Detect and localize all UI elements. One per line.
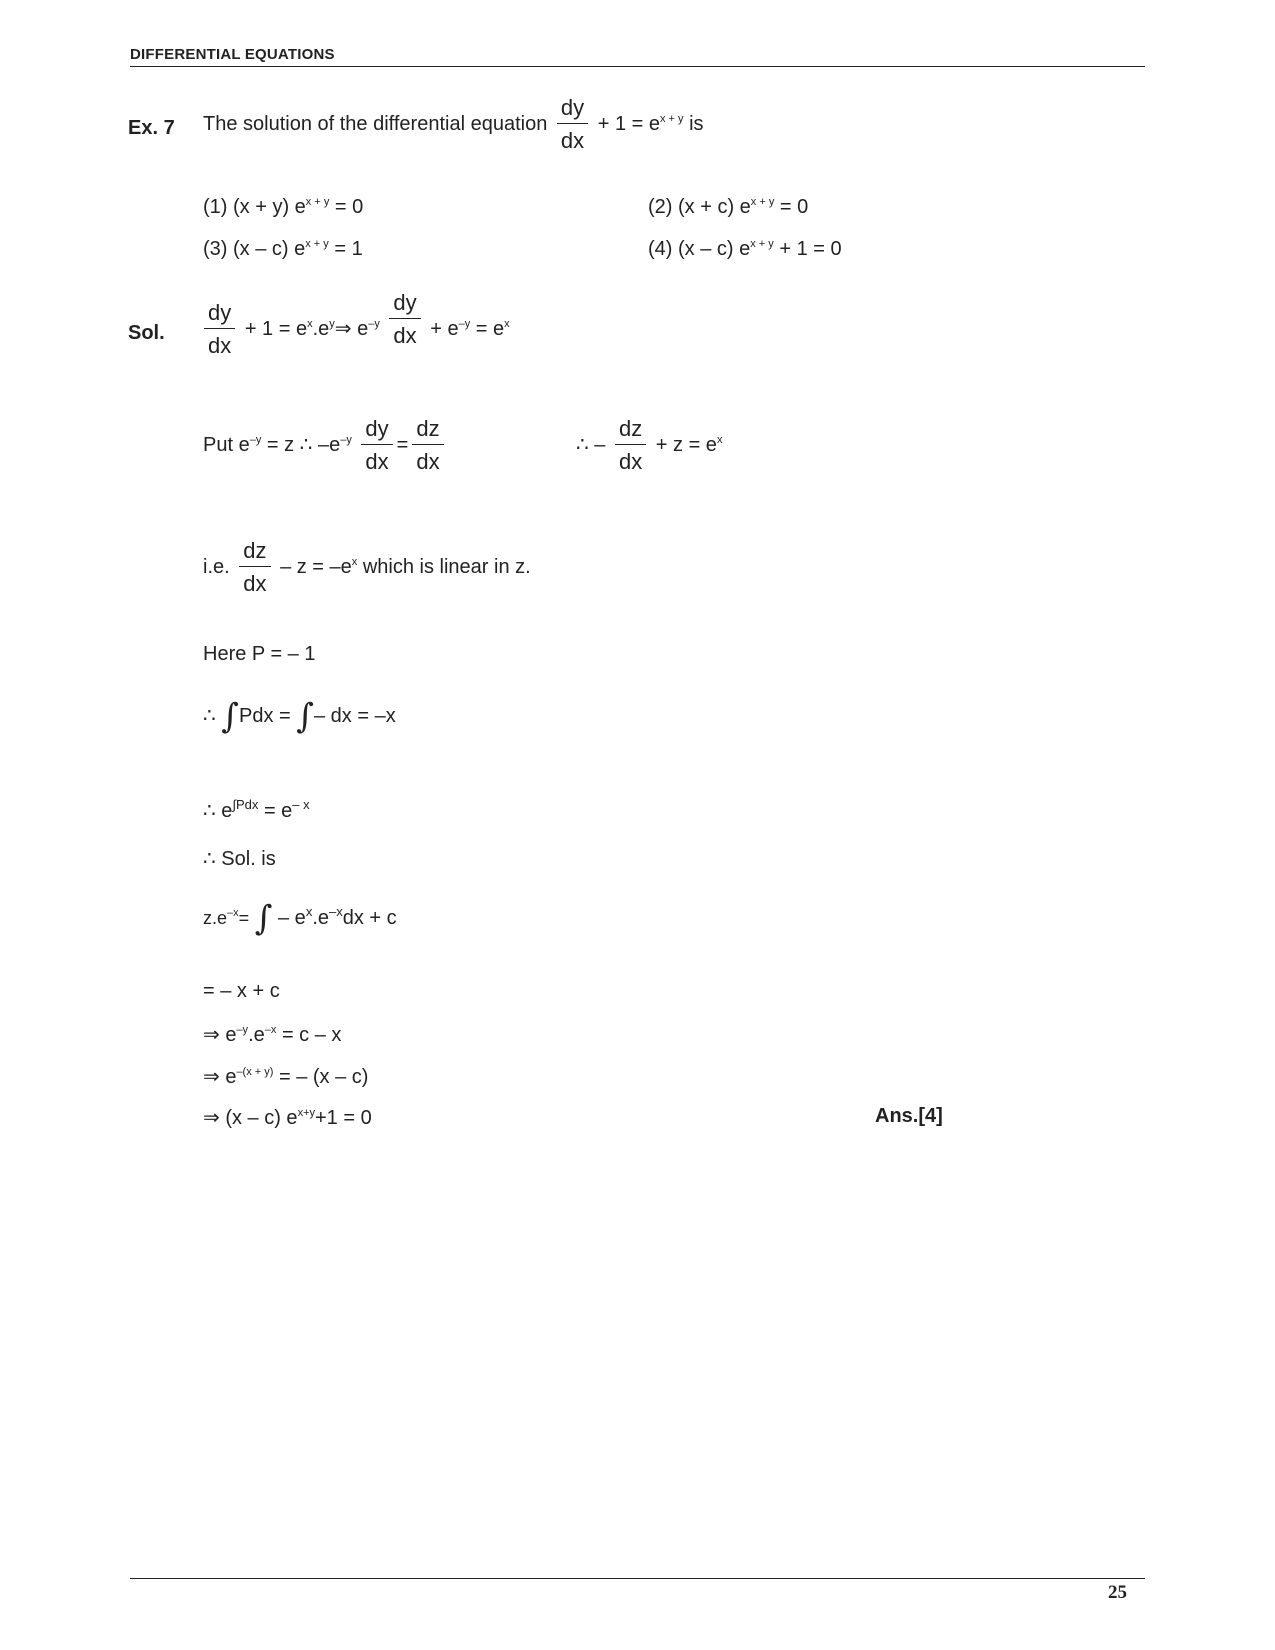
z-integral-line xyxy=(203,898,397,939)
option-4-sup: x + y xyxy=(750,238,774,250)
fraction-numerator: dz xyxy=(239,540,270,567)
equation-sup: – x xyxy=(292,797,310,812)
question-superscript: x + y xyxy=(659,112,684,125)
fraction-denominator: dx xyxy=(365,449,389,474)
page-number: 25 xyxy=(1108,1582,1127,1603)
step-4 xyxy=(203,1105,372,1130)
therefore-line xyxy=(576,418,722,473)
solution-line-1 xyxy=(200,290,510,358)
step-text: ⇒ e xyxy=(203,1024,237,1046)
equals-sign: = xyxy=(396,433,409,456)
header-rule xyxy=(130,66,1145,67)
answer-label: Ans.[4] xyxy=(875,1105,943,1127)
fraction-dz-dx xyxy=(412,418,443,473)
equation-sup: ∫Pdx xyxy=(232,797,259,812)
step-text: ⇒ (x – c) e xyxy=(203,1107,298,1129)
equation-sup: –x xyxy=(329,904,343,919)
step-1 xyxy=(203,980,280,1003)
option-2 xyxy=(648,196,808,219)
equation-sup: x xyxy=(504,317,510,330)
equation-sup: –y xyxy=(340,433,352,446)
step-text: ⇒ e xyxy=(203,1066,237,1088)
step-text: .e xyxy=(248,1024,265,1046)
fraction-numerator: dz xyxy=(412,418,443,445)
integral-symbol: ∫ xyxy=(254,898,273,939)
option-1-text: (1) (x + y) e xyxy=(203,196,306,218)
option-4-text: (4) (x – c) e xyxy=(648,238,751,260)
question-text: The solution of the differential equation xyxy=(203,112,548,135)
equation-text: .e xyxy=(312,317,330,340)
fraction-dy-dx xyxy=(361,418,392,473)
equation-text: which is linear in z. xyxy=(362,555,531,578)
equation-sup: x xyxy=(305,904,313,919)
fraction-numerator: dy xyxy=(557,97,588,124)
equation-text: + z = e xyxy=(655,433,717,456)
option-3-sup: x + y xyxy=(305,238,329,250)
fraction-numerator: dy xyxy=(361,418,392,445)
option-1-end: = 0 xyxy=(334,196,364,218)
option-2-end: = 0 xyxy=(779,196,809,218)
equation-text: – dx = –x xyxy=(314,705,396,727)
equation-sup: x xyxy=(716,433,723,446)
integral-symbol: ∫ xyxy=(221,696,240,737)
integrating-factor-line xyxy=(203,798,310,823)
fraction-denominator: dx xyxy=(243,571,267,596)
equation-sup: x xyxy=(351,555,358,568)
equation-text: = z ∴ –e xyxy=(266,433,341,456)
equation-text: .e xyxy=(312,907,329,929)
example-label: Ex. 7 xyxy=(128,117,175,139)
equation-text: = e xyxy=(263,800,293,822)
option-3-end: = 1 xyxy=(334,238,363,260)
step-sup: –x xyxy=(264,1024,277,1036)
fraction-numerator: dz xyxy=(615,418,646,445)
integral-line xyxy=(203,696,396,737)
step-text: = – x + c xyxy=(203,980,280,1002)
step-sup: x+y xyxy=(297,1107,315,1119)
option-4-end: + 1 = 0 xyxy=(779,238,842,260)
step-2 xyxy=(203,1022,341,1047)
fraction-denominator: dx xyxy=(560,128,585,153)
fraction-denominator: dx xyxy=(416,449,440,474)
question-line xyxy=(203,97,704,152)
fraction-dz-dx xyxy=(615,418,646,473)
option-3-text: (3) (x – c) e xyxy=(203,238,306,260)
step-sup: –y xyxy=(236,1024,249,1036)
equation-text: ∴ – xyxy=(576,433,606,456)
question-end: is xyxy=(689,112,704,135)
equation-text: – e xyxy=(278,907,306,929)
equation-text: ⇒ e xyxy=(334,317,369,340)
option-4 xyxy=(648,238,842,261)
option-1 xyxy=(203,196,363,219)
equation-text: dx + c xyxy=(342,907,397,929)
substitution-line xyxy=(203,418,448,473)
equation-text: ∴ e xyxy=(203,800,233,822)
step-text: +1 = 0 xyxy=(315,1107,372,1129)
option-3 xyxy=(203,238,363,261)
fraction-denominator: dx xyxy=(393,323,417,348)
fraction-dz-dx xyxy=(239,540,270,595)
equation-sup: –y xyxy=(458,317,471,330)
equation-text: + 1 = e xyxy=(244,317,308,340)
solution-label: Sol. xyxy=(128,322,165,344)
option-1-sup: x + y xyxy=(305,196,330,208)
option-2-text: (2) (x + c) e xyxy=(648,196,751,218)
linear-form-line xyxy=(203,540,531,595)
fraction-numerator: dy xyxy=(389,292,420,319)
equation-sup: –x xyxy=(227,907,239,919)
therefore-symbol: ∴ xyxy=(203,705,216,727)
option-2-sup: x + y xyxy=(750,196,775,208)
fraction-denominator: dx xyxy=(618,449,643,474)
equation-text: = xyxy=(238,908,250,928)
step-3 xyxy=(203,1064,368,1089)
here-p-line: Here P = – 1 xyxy=(203,643,316,665)
fraction-dy-dx xyxy=(204,302,235,357)
equation-text: z.e xyxy=(203,908,228,928)
step-text: = – (x – c) xyxy=(278,1066,369,1088)
equation-sup: x xyxy=(307,317,313,330)
equation-text: Pdx = xyxy=(239,705,291,727)
equation-text: + e xyxy=(430,317,459,340)
step-text: = c – x xyxy=(281,1024,342,1046)
footer-rule xyxy=(130,1578,1145,1579)
step-sup: –(x + y) xyxy=(236,1066,274,1078)
equation-sup: –y xyxy=(368,317,380,330)
fraction-denominator: dx xyxy=(208,333,232,358)
fraction-numerator: dy xyxy=(204,302,235,329)
equation-text: – z = –e xyxy=(280,555,352,578)
equation-text: Put e xyxy=(203,433,250,456)
fraction-dy-dx xyxy=(389,292,420,347)
equation-sup: –y xyxy=(249,433,262,446)
integral-symbol: ∫ xyxy=(296,696,314,737)
equation-text: = e xyxy=(475,317,505,340)
equation-sup: y xyxy=(329,317,335,330)
page-header-title: DIFFERENTIAL EQUATIONS xyxy=(130,46,335,63)
question-rest: + 1 = e xyxy=(597,112,660,135)
sol-is-line: ∴ Sol. is xyxy=(203,848,276,870)
equation-text: i.e. xyxy=(203,555,230,578)
question-fraction xyxy=(557,97,588,152)
